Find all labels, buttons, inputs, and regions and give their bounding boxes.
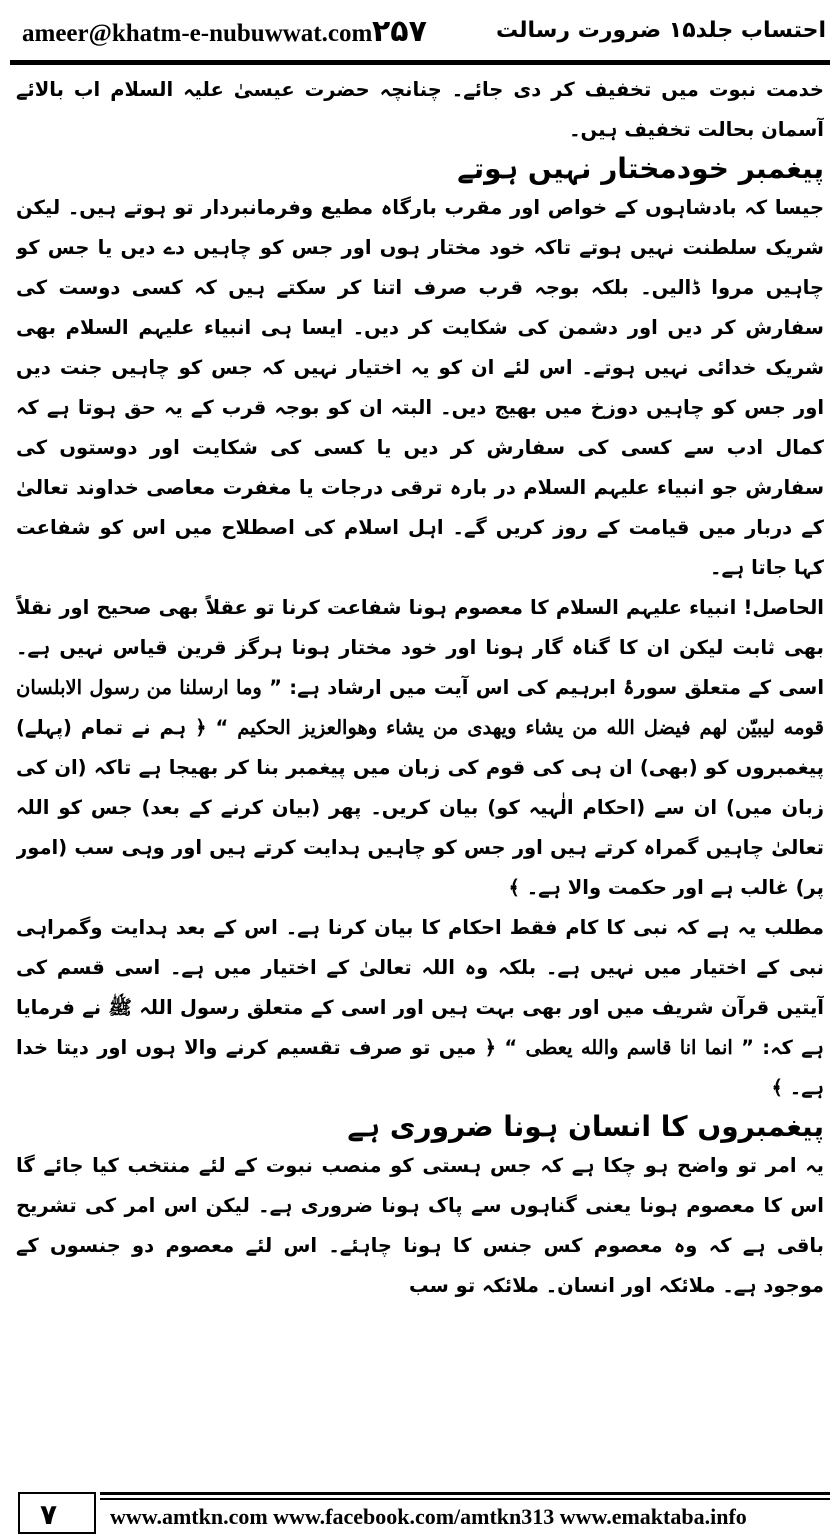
ornament-open: ﴿ — [195, 716, 207, 739]
quote-open-mark: ” — [741, 1036, 754, 1059]
quote-open-mark: ” — [269, 676, 282, 699]
ornament-open: ﴿ — [484, 1036, 497, 1059]
paragraph-3 — [16, 588, 824, 908]
page-body — [16, 70, 824, 1468]
page-header — [10, 10, 830, 58]
footer-page-number: ۷ — [40, 1498, 58, 1531]
paragraph-4-text: مطلب یہ ہے کہ نبی کا کام فقط احکام کا بیان کرنا ہے۔ اس کے بعد ہدایت وگمراہی نبی کے اختیار میں نہیں ہے۔ بلکہ وہ اللہ تعالیٰ کے اختیار میں ہے۔ اسی قسم کی آیتیں قرآن شریف میں اور بھی بہت ہیں اور اسی کے متعلق رسول اللہ ﷺ نے فرمایا ہے کہ: — [16, 916, 824, 1059]
hadith-arabic: انما انا قاسم والله يعطى — [525, 1036, 733, 1059]
verse-translation: ہم نے تمام (پہلے) پیغمبروں کو (بھی) ان ہی کی قوم کی زبان میں پیغمبر بنا کر بھیجا ہے تاکہ (ان کی زبان میں) ان سے (احکام الٰہیہ کو) بیان کریں۔ پھر (بیان کرنے کے بعد) جس کو اللہ تعالیٰ چاہیں گمراہ کرتے ہیں اور جس کو چاہیں ہدایت کرتے ہیں اور وہی سب (امور پر) غالب ہے اور حکمت والا ہے۔ — [16, 716, 824, 899]
header-book-title: احتساب جلد۱۵ ضرورت رسالت — [495, 18, 826, 43]
paragraph-5: یہ امر تو واضح ہو چکا ہے کہ جس ہستی کو منصب نبوت کے لئے منتخب کیا جائے گا اس کا معصوم ہونا یعنی گناہوں سے پاک ہونا ضروری ہے۔ لیکن اس امر کی تشریح باقی ہے کہ وہ معصوم کس جنس کا ہونا چاہئے۔ اس لئے معصوم دو جنسوں کے موجود ہے۔ ملائکہ اور انسان۔ ملائکہ تو سب — [16, 1154, 824, 1297]
header-page-number: ۲۵۷ — [372, 14, 427, 49]
quote-close-mark: “ — [215, 716, 229, 739]
section-heading-2: پیغمبروں کا انسان ہونا ضروری ہے — [347, 1110, 824, 1143]
ornament-close: ﴾ — [508, 876, 520, 899]
footer-websites: www.amtkn.com www.facebook.com/amtkn313 www.emaktaba.info — [110, 1504, 747, 1529]
ornament-close: ﴾ — [771, 1076, 783, 1099]
paragraph-2: جیسا کہ بادشاہوں کے خواص اور مقرب بارگاہ مطیع وفرمانبردار تو ہوتے ہیں۔ لیکن شریک سلطنت نہیں ہوتے تاکہ خود مختار ہوں اور جس کو چاہیں دے دیں یا جس کو چاہیں مروا ڈالیں۔ بلکہ بوجہ قرب صرف اتنا کر سکتے ہیں کہ کسی دوست کی سفارش کر دیں اور دشمن کی شکایت کر دیں۔ ایسا ہی انبیاء علیہم السلام بھی شریک خدائی نہیں ہوتے۔ اس لئے ان کو یہ اختیار نہیں کہ جس کو چاہیں جنت دیں اور جس کو چاہیں دوزخ میں بھیج دیں۔ البتہ ان کو بوجہ قرب کے یہ حق ہوتا ہے کہ کمال ادب سے کسی کی سفارش کر دیں یا کسی کی شکایت اور دوستوں کی سفارش جو انبیاء علیہم السلام در بارہ ترقی درجات یا مغفرت معاصی خداوند تعالیٰ کے دربار میں قیامت کے روز کریں گے۔ اہل اسلام کی اصطلاح میں اس کو شفاعت کہا جاتا ہے۔ — [16, 196, 824, 579]
section-heading-1: پیغمبر خودمختار نہیں ہوتے — [457, 152, 824, 185]
header-email: ameer@khatm-e-nubuwwat.com — [22, 20, 373, 47]
paragraph-4 — [16, 908, 824, 1108]
hadith-translation: میں تو صرف تقسیم کرنے والا ہوں اور دیتا خدا ہے۔ — [16, 1036, 824, 1099]
footer-rule — [100, 1492, 830, 1495]
header-rule — [10, 60, 830, 65]
footer-page-box — [18, 1492, 96, 1534]
page-footer — [10, 1490, 830, 1536]
quote-close-mark: “ — [504, 1036, 518, 1059]
paragraph-3-text: الحاصل! انبیاء علیہم السلام کا معصوم ہونا شفاعت کرنا تو عقلاً بھی صحیح اور نقلاً بھی ثابت لیکن ان کا گناہ گار ہونا اور خود مختار ہونا ہرگز قرین قیاس نہیں ہے۔ اسی کے متعلق سورۂ ابرہیم کی اس آیت میں ارشاد ہے: — [16, 596, 824, 699]
quran-verse-arabic: وما ارسلنا من رسول الابلسان قومه ليبيّن لهم فيضل الله من يشاء ويهدى من يشاء وهوالعزيز الحكيم — [16, 676, 824, 739]
paragraph-1: خدمت نبوت میں تخفیف کر دی جائے۔ چنانچہ حضرت عیسیٰ علیہ السلام اب بالائے آسمان بحالت تخفیف ہیں۔ — [16, 78, 824, 141]
footer-rule — [100, 1498, 830, 1500]
